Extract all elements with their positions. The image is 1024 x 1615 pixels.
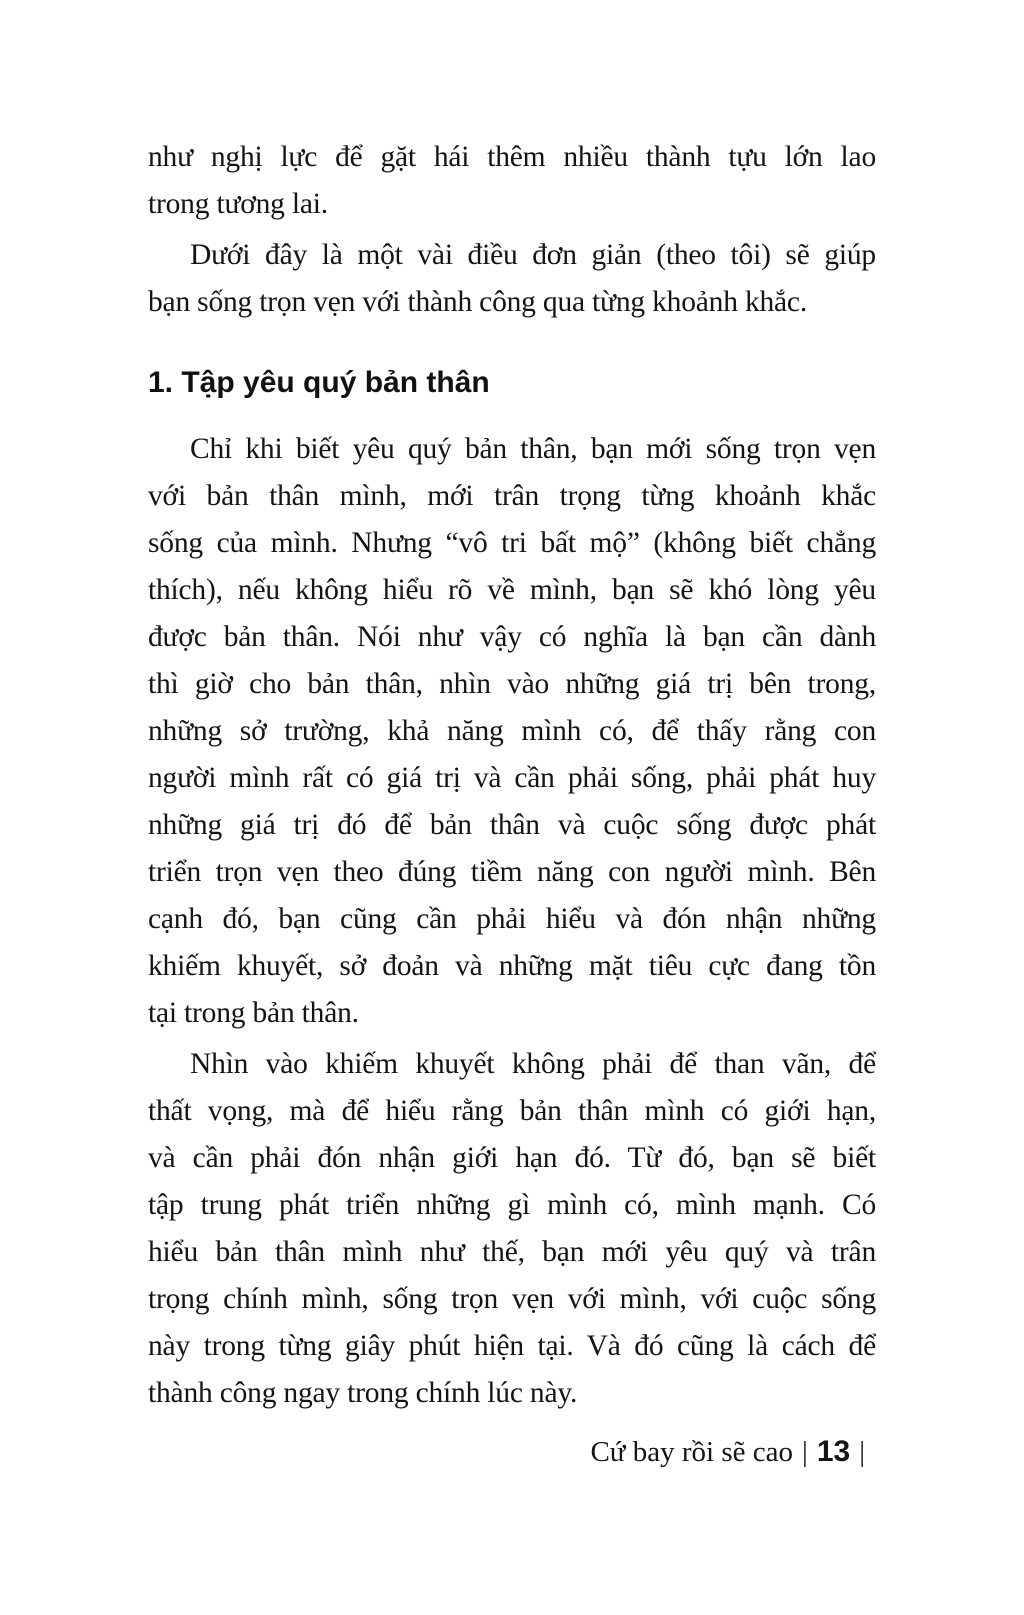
- paragraph-line: những sở trường, khả năng mình có, để thấy rằng con: [148, 715, 876, 747]
- paragraph-line: thành công ngay trong chính lúc này.: [148, 1377, 578, 1409]
- page-footer: [590, 1432, 874, 1472]
- footer-book-title: Cứ bay rồi sẽ cao: [590, 1436, 793, 1468]
- paragraph-line: triển trọn vẹn theo đúng tiềm năng con người mình. Bên: [148, 856, 876, 888]
- paragraph-line: thì giờ cho bản thân, nhìn vào những giá trị bên trong,: [148, 668, 876, 700]
- paragraph-line: này trong từng giây phút hiện tại. Và đó cũng là cách để: [148, 1330, 876, 1362]
- paragraph-line: thất vọng, mà để hiểu rằng bản thân mình có giới hạn,: [148, 1095, 876, 1127]
- paragraph: [148, 426, 876, 1037]
- footer-separator: |: [802, 1436, 808, 1468]
- paragraph-line: tập trung phát triển những gì mình có, mình mạnh. Có: [148, 1189, 876, 1221]
- paragraph-line: cạnh đó, bạn cũng cần phải hiểu và đón nhận những: [148, 903, 876, 935]
- paragraph-line: tại trong bản thân.: [148, 997, 359, 1029]
- paragraph: [148, 1041, 876, 1417]
- paragraph-line: khiếm khuyết, sở đoản và những mặt tiêu cực đang tồn: [148, 950, 876, 982]
- paragraph-line: trong tương lai.: [148, 188, 328, 220]
- paragraph-line: Chỉ khi biết yêu quý bản thân, bạn mới sống trọn vẹn: [190, 433, 876, 465]
- paragraph-line: Dưới đây là một vài điều đơn giản (theo tôi) sẽ giúp: [190, 239, 876, 271]
- paragraph: [148, 232, 876, 326]
- footer-page-number: 13: [816, 1435, 851, 1468]
- section-heading: 1. Tập yêu quý bản thân: [148, 366, 490, 399]
- paragraph-line: bạn sống trọn vẹn với thành công qua từng khoảnh khắc.: [148, 286, 807, 318]
- paragraph: [148, 134, 876, 228]
- paragraph-line: với bản thân mình, mới trân trọng từng khoảnh khắc: [148, 480, 876, 512]
- paragraph-line: và cần phải đón nhận giới hạn đó. Từ đó, bạn sẽ biết: [148, 1142, 876, 1174]
- paragraph-line: hiểu bản thân mình như thế, bạn mới yêu quý và trân: [148, 1236, 876, 1268]
- paragraph-line: thích), nếu không hiểu rõ về mình, bạn sẽ khó lòng yêu: [148, 574, 876, 606]
- paragraph-line: Nhìn vào khiếm khuyết không phải để than vãn, để: [190, 1048, 876, 1080]
- page-content: [148, 134, 876, 1421]
- paragraph-line: những giá trị đó để bản thân và cuộc sống được phát: [148, 809, 876, 841]
- footer-separator: |: [859, 1436, 865, 1468]
- paragraph-line: người mình rất có giá trị và cần phải sống, phải phát huy: [148, 762, 876, 794]
- paragraph-line: được bản thân. Nói như vậy có nghĩa là bạn cần dành: [148, 621, 876, 653]
- paragraph-line: sống của mình. Nhưng “vô tri bất mộ” (không biết chẳng: [148, 527, 876, 559]
- paragraph-line: như nghị lực để gặt hái thêm nhiều thành tựu lớn lao: [148, 141, 876, 173]
- paragraph-line: trọng chính mình, sống trọn vẹn với mình, với cuộc sống: [148, 1283, 876, 1315]
